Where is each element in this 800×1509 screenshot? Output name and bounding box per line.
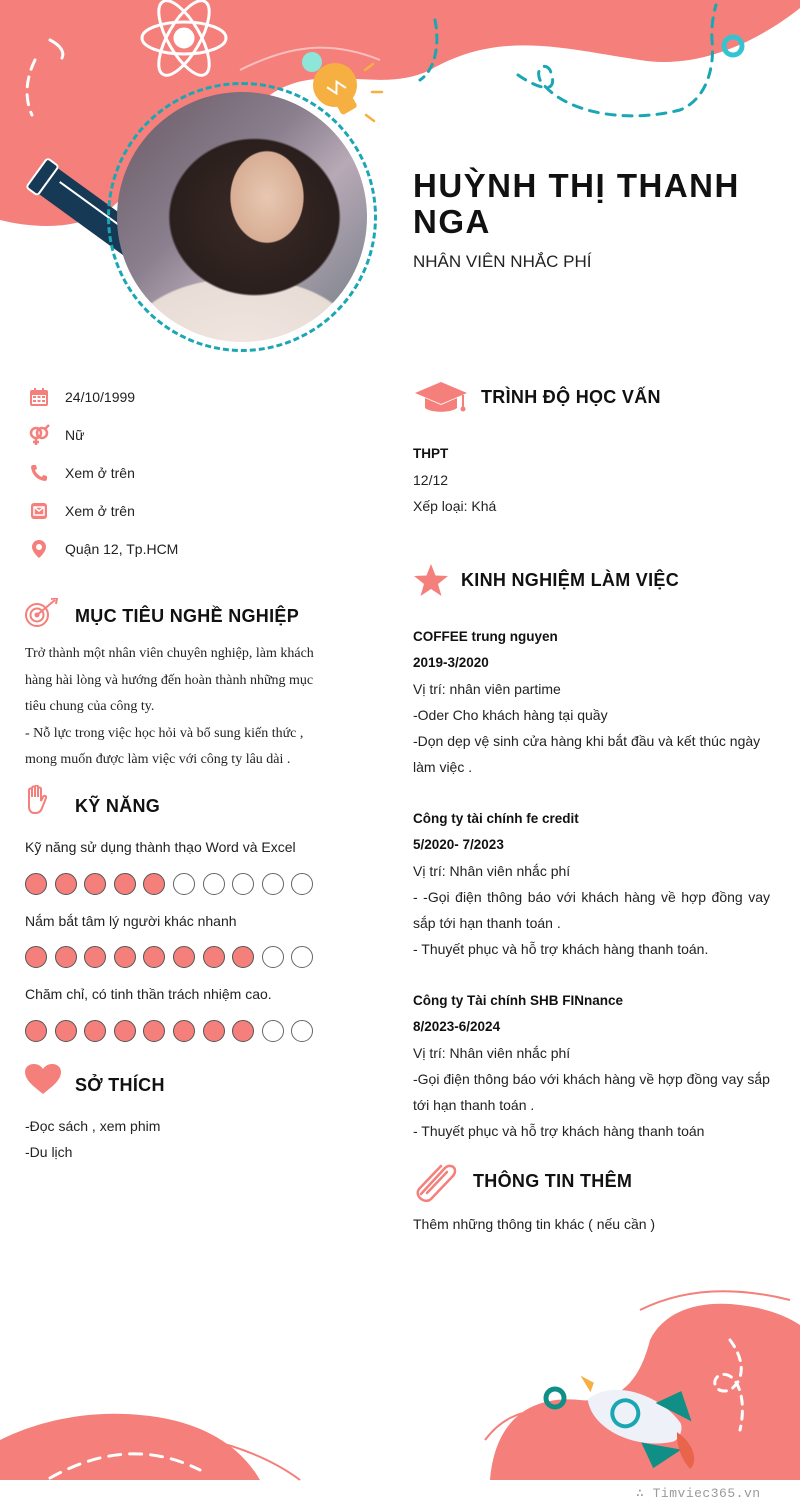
job-line: làm việc . [413,759,473,775]
contact-text: 24/10/1999 [65,389,136,405]
name-line-2: NGA [413,203,491,240]
extra-info-title: THÔNG TIN THÊM [473,1171,633,1191]
rating-dot-filled [143,1020,165,1042]
contact-text: Nữ [65,427,85,443]
contact-birthday [28,385,135,409]
job-line: -Dọn dẹp vệ sinh cửa hàng khi bắt đầu và kết thúc ngày [413,733,761,749]
education-title: TRÌNH ĐỘ HỌC VẤN [481,387,661,407]
job-company: Công ty tài chính fe credit [413,811,579,826]
location-icon [28,538,50,560]
job-line: Vị trí: nhân viên partime [413,681,561,697]
graduation-cap-icon [413,380,469,421]
rating-dot-empty [291,873,313,895]
rating-dot-empty [173,873,195,895]
contact-text: Xem ở trên [65,465,135,481]
job-line: -Gọi điện thông báo với khách hàng về hợp đồng vay sắp [413,1071,770,1087]
rating-dot-empty [203,873,225,895]
rating-dot-empty [291,946,313,968]
rating-dot-filled [55,873,77,895]
rating-dot-filled [25,873,47,895]
rating-dot-filled [84,873,106,895]
job-entry [413,988,770,1144]
job-period: 2019-3/2020 [413,655,489,670]
gender-icon [28,424,50,446]
star-icon [413,563,449,602]
rating-dot-filled [114,946,136,968]
objective-line: Trở thành một nhân viên chuyên nghiệp, làm khách [25,646,314,661]
rating-dot-filled [173,946,195,968]
job-line: - -Gọi điện thông báo với khách hàng về hợp đồng vay [413,889,770,905]
rating-dot-filled [55,1020,77,1042]
job-company: COFFEE trung nguyen [413,629,558,644]
rating-dot-empty [291,1020,313,1042]
contact-phone [28,461,135,485]
rating-dot-filled [203,946,225,968]
bottom-left-blob [0,1414,260,1480]
skill-label: Kỹ năng sử dụng thành thạo Word và Excel [25,839,296,855]
job-company: Công ty Tài chính SHB FINnance [413,993,624,1008]
rating-dot-filled [114,1020,136,1042]
rating-dot-filled [84,946,106,968]
job-line: -Oder Cho khách hàng tại quầy [413,707,608,723]
skill-rating [25,873,313,895]
job-period: 8/2023-6/2024 [413,1019,501,1034]
hobbies-title: SỞ THÍCH [75,1075,165,1095]
candidate-name [413,168,783,240]
rating-dot-filled [25,946,47,968]
education-block [413,441,770,519]
watermark: ∴ Timviec365.vn [636,1486,761,1501]
job-entry [413,624,770,780]
target-icon [25,598,59,633]
email-icon [28,500,50,522]
job-line: tới hạn thanh toán . [413,1097,535,1113]
objective-line: mong muốn được làm việc với công ty lâu dài . [25,752,291,767]
job-line: - Thuyết phục và hỗ trợ khách hàng thanh toán [413,1123,705,1139]
paperclip-icon [415,1160,459,1207]
rating-dot-empty [232,873,254,895]
contact-email [28,499,135,523]
hobby-item: -Du lịch [25,1144,73,1160]
objective-line: tiêu chung của công ty. [25,699,155,714]
rating-dot-filled [232,1020,254,1042]
contact-location [28,537,178,561]
contact-gender [28,423,84,447]
education-rank: Xếp loại: Khá [413,498,497,514]
skill-rating [25,1020,313,1042]
rating-dot-empty [262,946,284,968]
job-line: sắp tới hạn thanh toán . [413,915,561,931]
heart-icon [24,1063,62,1100]
hobby-item: -Đọc sách , xem phim [25,1118,161,1134]
skill-label: Chăm chỉ, có tinh thần trách nhiệm cao. [25,986,272,1002]
rating-dot-empty [262,873,284,895]
rating-dot-filled [114,873,136,895]
job-entry [413,806,770,962]
hand-icon [25,785,47,820]
experience-title: KINH NGHIỆM LÀM VIỆC [461,570,680,590]
rating-dot-filled [203,1020,225,1042]
hobbies-text [25,1113,160,1165]
job-line: Vị trí: Nhân viên nhắc phí [413,1045,571,1061]
skill-label: Nắm bắt tâm lý người khác nhanh [25,913,237,929]
rating-dot-filled [55,946,77,968]
calendar-icon [28,386,50,408]
name-line-1: HUỲNH THỊ THANH [413,167,740,204]
skill-rating [25,946,313,968]
skills-title: KỸ NĂNG [75,796,161,816]
avatar [117,92,367,342]
rating-dot-filled [232,946,254,968]
contact-text: Xem ở trên [65,503,135,519]
contact-text: Quận 12, Tp.HCM [65,541,179,557]
rating-dot-filled [143,873,165,895]
job-period: 5/2020- 7/2023 [413,837,504,852]
job-line: Vị trí: Nhân viên nhắc phí [413,863,571,879]
extra-info-text: Thêm những thông tin khác ( nếu cần ) [413,1216,656,1232]
objective-title: MỤC TIÊU NGHỀ NGHIỆP [75,606,300,626]
rating-dot-filled [173,1020,195,1042]
rating-dot-filled [25,1020,47,1042]
rating-dot-filled [84,1020,106,1042]
job-title: NHÂN VIÊN NHẮC PHÍ [413,252,592,271]
rating-dot-empty [262,1020,284,1042]
education-grade: 12/12 [413,472,449,488]
education-school: THPT [413,446,449,461]
rating-dot-filled [143,946,165,968]
objective-line: hàng hài lòng và hướng đến hoàn thành những mục [25,672,314,688]
objective-text [25,641,325,774]
phone-icon [28,462,50,484]
bottom-right-blob [490,1304,800,1480]
objective-line: - Nỗ lực trong việc học hỏi và bổ sung kiến thức , [25,725,304,741]
job-line: - Thuyết phục và hỗ trợ khách hàng thanh toán. [413,941,709,957]
